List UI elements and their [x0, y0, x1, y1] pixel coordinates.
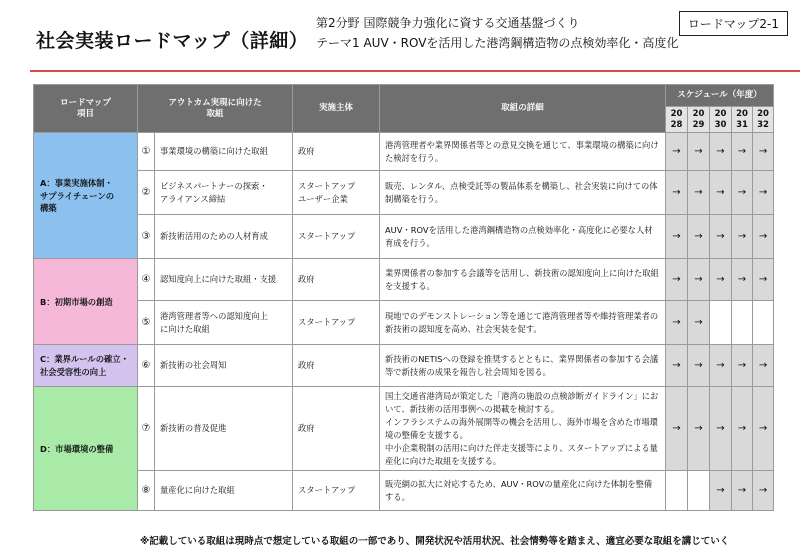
- schedule-arrow: →: [710, 171, 732, 215]
- actor-cell: スタートアップ: [293, 215, 380, 259]
- row-number: ①: [138, 133, 155, 171]
- schedule-arrow: [666, 471, 688, 511]
- schedule-arrow: →: [753, 259, 774, 301]
- schedule-arrow: →: [666, 215, 688, 259]
- outcome-item: 新技術活用のための人材育成: [155, 215, 293, 259]
- schedule-arrow: →: [753, 133, 774, 171]
- category-c-cell: C：業界ルールの確立・ 社会受容性の向上: [34, 345, 138, 387]
- schedule-arrow: →: [688, 387, 710, 471]
- schedule-arrow: [753, 301, 774, 345]
- schedule-arrow: →: [666, 259, 688, 301]
- schedule-arrow: →: [666, 301, 688, 345]
- table-row: [34, 471, 774, 511]
- actor-cell: スタートアップ: [293, 471, 380, 511]
- actor-cell: 政府: [293, 387, 380, 471]
- year-header: 20 31: [732, 107, 753, 133]
- detail-cell: 販売、レンタル、点検受託等の製品体系を構築し、社会実装に向けての体制構築を行う。: [380, 171, 666, 215]
- year-header: 20 29: [688, 107, 710, 133]
- detail-cell: 国土交通省港湾局が策定した「港湾の施設の点検診断ガイドライン」において、新技術の活用事例への掲載を検討する。 インフラシステムの海外展開等の機会を活用し、海外市場を含めた市場環境の整備を支援する。 中小企業税制の活用に向けた伴走支援等により、スタートアップによる量産化に向けた取組を支援する。: [380, 387, 666, 471]
- outcome-item: 新技術の社会周知: [155, 345, 293, 387]
- schedule-arrow: →: [753, 345, 774, 387]
- row-number: ⑥: [138, 345, 155, 387]
- table-row: [34, 301, 774, 345]
- table-row: [34, 345, 774, 387]
- table-row: [34, 215, 774, 259]
- detail-cell: 業界関係者の参加する会議等を活用し、新技術の認知度向上に向けた取組を支援する。: [380, 259, 666, 301]
- header-actor: 実施主体: [293, 85, 380, 133]
- year-header: 20 30: [710, 107, 732, 133]
- schedule-arrow: →: [732, 259, 753, 301]
- category-a-cell: A：事業実施体制・ サプライチェーンの 構築: [34, 133, 138, 259]
- detail-cell: 現地でのデモンストレーション等を通じて港湾管理者等や維持管理業者の新技術の認知度を高め、社会実装を促す。: [380, 301, 666, 345]
- theme-subtitle: テーマ1 AUV・ROVを活用した港湾鋼構造物の点検効率化・高度化: [316, 36, 679, 50]
- schedule-arrow: →: [688, 345, 710, 387]
- row-number: ⑧: [138, 471, 155, 511]
- schedule-arrow: →: [688, 171, 710, 215]
- outcome-item: 量産化に向けた取組: [155, 471, 293, 511]
- schedule-arrow: →: [688, 259, 710, 301]
- schedule-arrow: →: [688, 301, 710, 345]
- header-category: ロードマップ 項目: [34, 85, 138, 133]
- table-row: [34, 259, 774, 301]
- schedule-arrow: →: [710, 133, 732, 171]
- row-number: ⑦: [138, 387, 155, 471]
- outcome-item: 港湾管理者等への認知度向上 に向けた取組: [155, 301, 293, 345]
- schedule-arrow: →: [666, 345, 688, 387]
- detail-cell: 販売網の拡大に対応するため、AUV・ROVの量産化に向けた体制を整備する。: [380, 471, 666, 511]
- table-row: [34, 133, 774, 171]
- schedule-arrow: →: [732, 471, 753, 511]
- table-row: [34, 387, 774, 471]
- row-number: ③: [138, 215, 155, 259]
- header-schedule: スケジュール（年度）: [666, 85, 774, 107]
- schedule-arrow: [688, 471, 710, 511]
- actor-cell: スタートアップ: [293, 301, 380, 345]
- footnote: ※記載している取組は現時点で想定している取組の一部であり、開発状況や活用状況、社会情勢等を踏まえ、適宜必要な取組を講じていく: [140, 536, 730, 547]
- outcome-item: 認知度向上に向けた取組・支援: [155, 259, 293, 301]
- schedule-arrow: [710, 301, 732, 345]
- row-number: ⑤: [138, 301, 155, 345]
- schedule-arrow: →: [666, 387, 688, 471]
- actor-cell: 政府: [293, 345, 380, 387]
- category-d-cell: D：市場環境の整備: [34, 387, 138, 511]
- schedule-arrow: →: [732, 215, 753, 259]
- roadmap-table: [33, 84, 774, 511]
- schedule-arrow: →: [732, 171, 753, 215]
- actor-cell: 政府: [293, 133, 380, 171]
- schedule-arrow: →: [732, 133, 753, 171]
- schedule-arrow: →: [666, 133, 688, 171]
- schedule-arrow: →: [710, 471, 732, 511]
- schedule-arrow: →: [732, 387, 753, 471]
- schedule-arrow: →: [688, 215, 710, 259]
- header-outcome: アウトカム実現に向けた 取組: [138, 85, 293, 133]
- detail-cell: AUV・ROVを活用した港湾鋼構造物の点検効率化・高度化に必要な人材育成を行う。: [380, 215, 666, 259]
- schedule-arrow: →: [710, 259, 732, 301]
- title-divider: [30, 70, 800, 72]
- schedule-arrow: →: [753, 171, 774, 215]
- header-detail: 取組の詳細: [380, 85, 666, 133]
- detail-cell: 新技術のNETISへの登録を推奨するとともに、業界関係者の参加する会議等で新技術の成果を報告し社会周知を図る。: [380, 345, 666, 387]
- field-subtitle: 第2分野 国際競争力強化に資する交通基盤づくり: [316, 16, 580, 30]
- table-row: [34, 171, 774, 215]
- schedule-arrow: [732, 301, 753, 345]
- year-header: 20 28: [666, 107, 688, 133]
- schedule-arrow: →: [732, 345, 753, 387]
- schedule-arrow: →: [753, 215, 774, 259]
- page-title: 社会実装ロードマップ（詳細）: [36, 30, 309, 52]
- schedule-arrow: →: [666, 171, 688, 215]
- outcome-item: 事業環境の構築に向けた取組: [155, 133, 293, 171]
- actor-cell: スタートアップ ユーザー企業: [293, 171, 380, 215]
- schedule-arrow: →: [753, 387, 774, 471]
- outcome-item: ビジネスパートナーの探索・ アライアンス締結: [155, 171, 293, 215]
- schedule-arrow: →: [710, 345, 732, 387]
- category-b-cell: B：初期市場の創造: [34, 259, 138, 345]
- schedule-arrow: →: [753, 471, 774, 511]
- schedule-arrow: →: [688, 133, 710, 171]
- row-number: ④: [138, 259, 155, 301]
- year-header: 20 32: [753, 107, 774, 133]
- row-number: ②: [138, 171, 155, 215]
- detail-cell: 港湾管理者や業界関係者等との意見交換を通じて、事業環境の構築に向けた検討を行う。: [380, 133, 666, 171]
- roadmap-badge: ロードマップ2-1: [679, 11, 788, 36]
- actor-cell: 政府: [293, 259, 380, 301]
- schedule-arrow: →: [710, 215, 732, 259]
- outcome-item: 新技術の普及促進: [155, 387, 293, 471]
- schedule-arrow: →: [710, 387, 732, 471]
